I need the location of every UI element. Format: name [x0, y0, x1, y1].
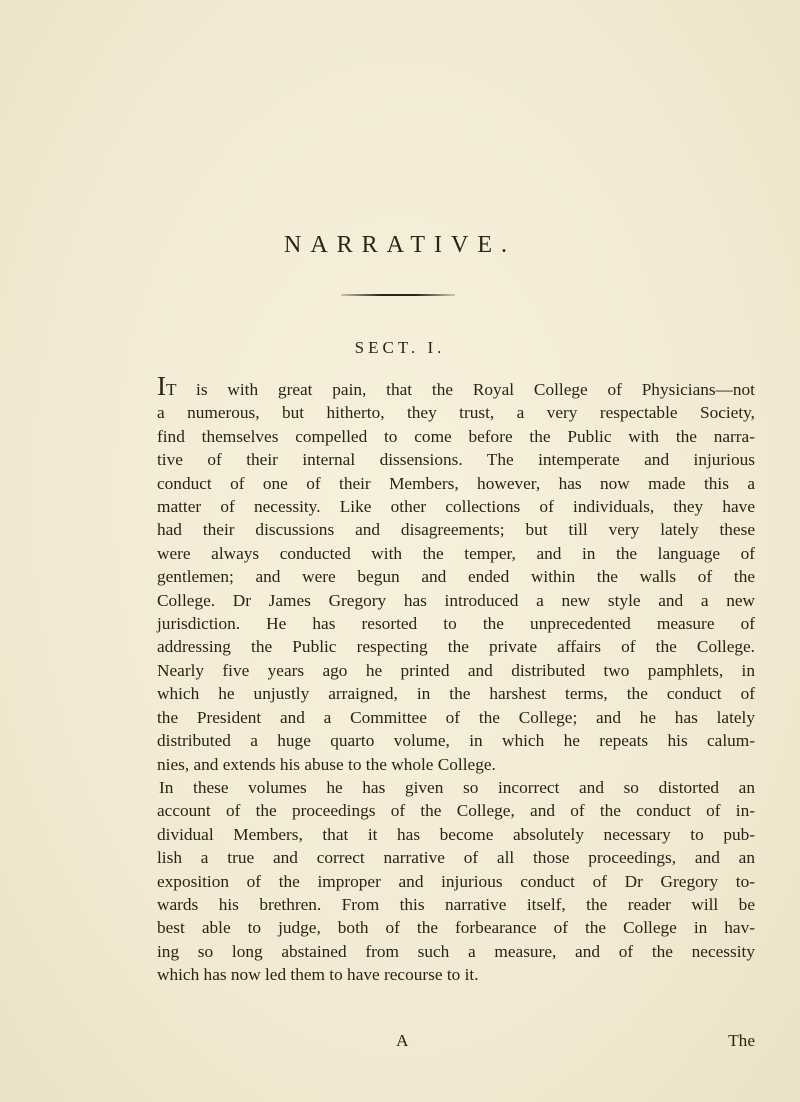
paragraph-line: tive of their internal dissensions. The intemperate and injurious — [157, 450, 755, 470]
drop-cap: I — [157, 371, 166, 401]
paragraph-line: nies, and extends his abuse to the whole College. — [157, 754, 496, 774]
paragraph-line: which has now led them to have recourse to it. — [157, 965, 479, 985]
paragraph-line: Nearly five years ago he printed and distributed two pamphlets, in — [157, 660, 755, 680]
paragraph-line: were always conducted with the temper, and in the language of — [157, 543, 755, 563]
paragraph-line: the President and a Committee of the College; and he has lately — [157, 707, 755, 727]
paragraph-line: had their discussions and disagreements; but till very lately these — [157, 520, 755, 540]
paragraph-line: which he unjustly arraigned, in the harshest terms, the conduct of — [157, 684, 755, 704]
paragraph-line: College. Dr James Gregory has introduced a new style and a new — [157, 590, 755, 610]
paragraph-line: gentlemen; and were begun and ended within the walls of the — [157, 567, 755, 587]
paragraph-line: exposition of the improper and injurious conduct of Dr Gregory to- — [157, 871, 755, 891]
paragraph-line: wards his brethren. From this narrative itself, the reader will be — [157, 894, 755, 914]
body-text — [157, 371, 755, 987]
paragraph-first-line: T is with great pain, that the Royal College of Physicians—not — [166, 380, 755, 399]
page-title: NARRATIVE. — [284, 232, 516, 258]
paragraph-line — [157, 371, 755, 401]
paragraph-line: account of the proceedings of the College, and of the conduct of in- — [157, 801, 755, 821]
paragraph-line: In these volumes he has given so incorrect and so distorted an — [159, 777, 755, 797]
section-heading: SECT. I. — [354, 338, 446, 357]
decorative-rule — [341, 294, 455, 296]
paragraph-line: ing so long abstained from such a measure, and of the necessity — [157, 941, 755, 961]
paragraph-line: a numerous, but hitherto, they trust, a very respectable Society, — [157, 403, 755, 423]
catchword: The — [728, 1031, 755, 1050]
paragraph-line: lish a true and correct narrative of all those proceedings, and an — [157, 848, 755, 868]
signature-mark: A — [396, 1031, 409, 1050]
paragraph-line: addressing the Public respecting the private affairs of the College. — [157, 637, 755, 657]
paragraph-line: distributed a huge quarto volume, in which he repeats his calum- — [157, 731, 755, 751]
paragraph-line: find themselves compelled to come before the Public with the narra- — [157, 426, 755, 446]
paragraph-line: best able to judge, both of the forbearance of the College in hav- — [157, 918, 755, 938]
paragraph-line: jurisdiction. He has resorted to the unprecedented measure of — [157, 614, 755, 634]
paragraph-line: dividual Members, that it has become absolutely necessary to pub- — [157, 824, 755, 844]
paragraph-line: conduct of one of their Members, however, has now made this a — [157, 473, 755, 493]
paragraph-line: matter of necessity. Like other collections of individuals, they have — [157, 497, 755, 517]
page-footer — [0, 1031, 800, 1055]
